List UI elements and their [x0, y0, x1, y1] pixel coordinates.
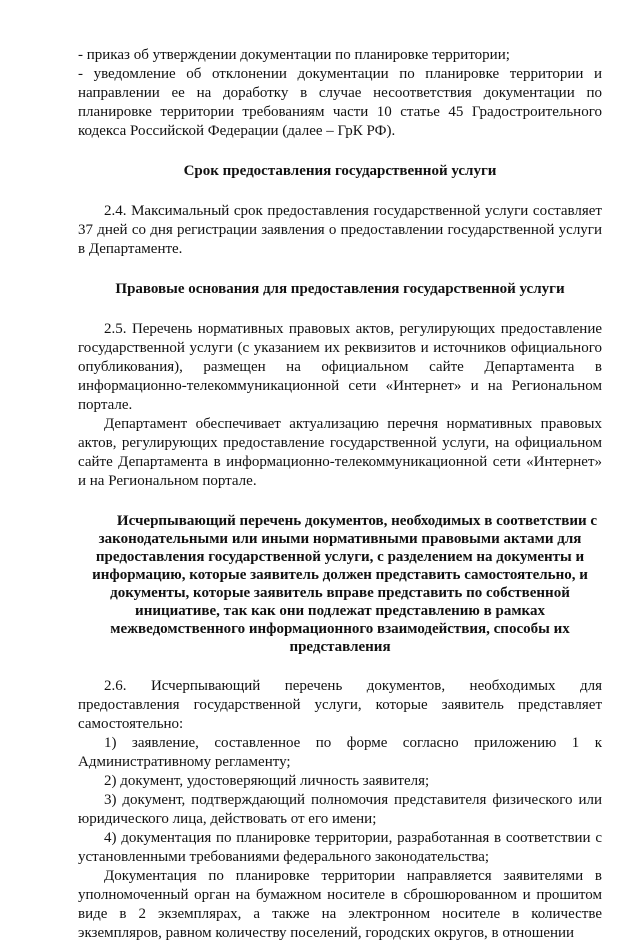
paragraph-2-5: 2.5. Перечень нормативных правовых актов, регулирующих предоставление государственной услуги (с указанием их реквизитов и источников официального опубликования), размещен на официальном сайте Департамента в информационно-телекоммуникационной сети «Интернет» и на Региональном портале. — [78, 321, 602, 413]
intro-line-notice: - уведомление об отклонении документации по планировке территории и направлении ее на доработку в случае несоответствия документации по планировке территории требованиям части 10 статье 45 Градостроительного кодекса Российской Федерации (далее – ГрК РФ). — [78, 66, 602, 139]
heading-legal-grounds: Правовые основания для предоставления государственной услуги — [115, 281, 565, 297]
heading-service-term: Срок предоставления государственной услуги — [183, 163, 497, 179]
list-item-identity-document: 2) документ, удостоверяющий личность заявителя; — [104, 773, 430, 789]
paragraph-2-6: 2.6. Исчерпывающий перечень документов, необходимых для предоставления государственной услуги, которые заявитель представляет самостоятельно: — [78, 678, 602, 732]
paragraph-documentation-submission: Документация по планировке территории направляется заявителями в уполномоченный орган на бумажном носителе в сброшюрованном и прошитом виде в 2 экземплярах, а также на электронном носителе в количестве экземпляров, равном количеству поселений, городских округов, в отношении — [78, 868, 602, 941]
list-item-application: 1) заявление, составленное по форме согласно приложению 1 к Административному регламенту; — [78, 735, 602, 770]
paragraph-actualization: Департамент обеспечивает актуализацию перечня нормативных правовых актов, регулирующих предоставление государственной услуги, на официальном сайте Департамента в информационно-телекоммуникационной сети «Интернет» и на Региональном портале. — [78, 416, 602, 489]
list-item-planning-documentation: 4) документация по планировке территории, разработанная в соответствии с установленными требованиями федерального законодательства; — [78, 830, 602, 865]
document-page — [78, 46, 602, 943]
intro-line-order: - приказ об утверждении документации по планировке территории; — [78, 47, 510, 63]
list-item-authority-document: 3) документ, подтверждающий полномочия представителя физического или юридического лица, действовать от его имени; — [78, 792, 602, 827]
paragraph-2-4: 2.4. Максимальный срок предоставления государственной услуги составляет 37 дней со дня регистрации заявления о предоставлении государственной услуги в Департаменте. — [78, 203, 602, 257]
heading-documents-list: Исчерпывающий перечень документов, необходимых в соответствии с законодательными или иными нормативными правовыми актами для предоставления государственной услуги, с разделением на документы и информацию, которые заявитель должен представить самостоятельно, и документы, которые заявитель вправе представить по собственной инициативе, так как они подлежат представлению в рамках межведомственного информационного взаимодействия, способы их представления — [92, 513, 598, 655]
